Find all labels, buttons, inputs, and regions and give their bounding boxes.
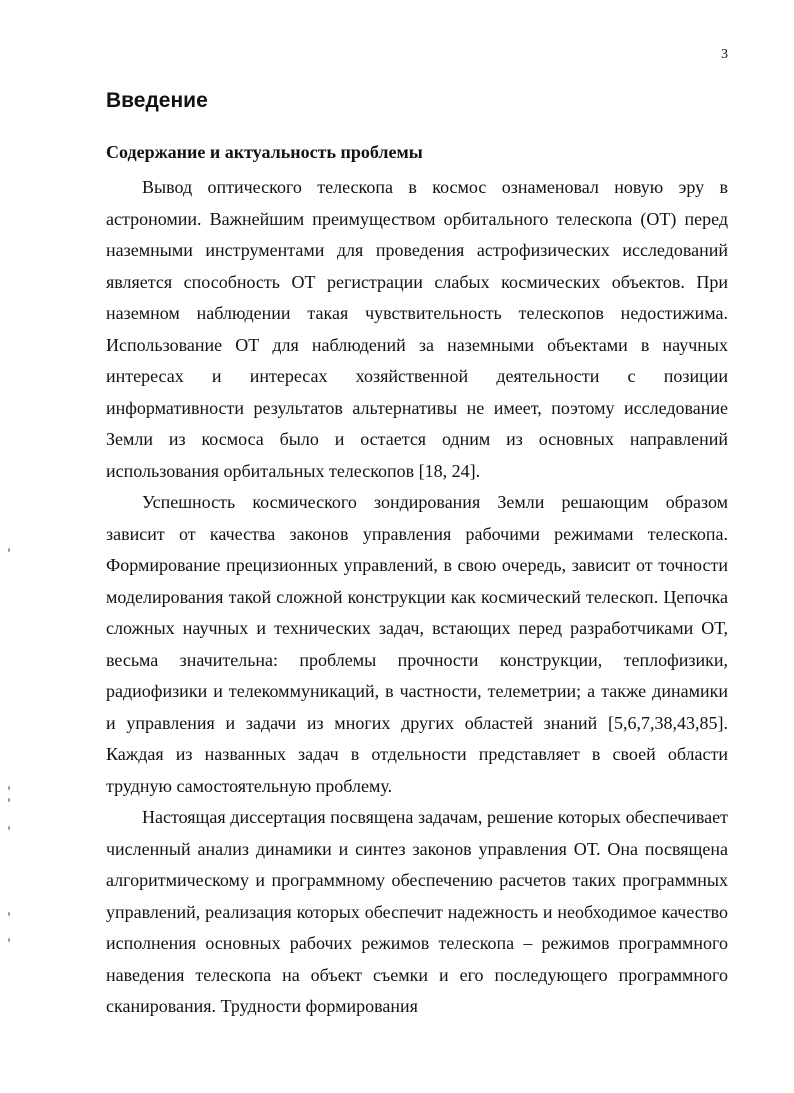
scan-speck bbox=[8, 786, 10, 790]
paragraph-2: Успешность космического зондирования Земли решающим образом зависит от качества законов управления рабочими режимами телескопа. Формирование прецизионных управлений, в свою очередь, зависит от точности моделирования такой сложной конструкции как космический телескоп. Цепочка сложных научных и технических задач, встающих перед разработчиками ОТ, весьма значительна: проблемы прочности конструкции, теплофизики, радиофизики и телекоммуникаций, в частности, телеметрии; а также динамики и управления и задачи из многих других областей знаний [5,6,7,38,43,85]. Каждая из названных задач в отдельности представляет в своей области трудную самостоятельную проблему. bbox=[106, 492, 728, 796]
paragraph-3: Настоящая диссертация посвящена задачам, решение которых обеспечивает численный анализ динамики и синтез законов управления ОТ. Она посвящена алгоритмическому и программному обеспечению расчетов таких программных управлений, реализация которых обеспечит надежность и необходимое качество исполнения основных рабочих режимов телескопа – режимов программного наведения телескопа на объект съемки и его последующего программного сканирования. Трудности формирования bbox=[106, 807, 728, 1016]
chapter-title: Введение bbox=[106, 89, 208, 112]
scan-speck bbox=[8, 938, 10, 942]
scan-speck bbox=[8, 912, 10, 916]
scan-speck bbox=[8, 548, 10, 552]
body-text bbox=[106, 172, 728, 1023]
scan-speck bbox=[8, 798, 10, 802]
page-number: 3 bbox=[721, 47, 728, 62]
paragraph-1: Вывод оптического телескопа в космос ознаменовал новую эру в астрономии. Важнейшим преимуществом орбитального телескопа (ОТ) перед наземными инструментами для проведения астрофизических исследований является способность ОТ регистрации слабых космических объектов. При наземном наблюдении такая чувствительность телескопов недостижима. Использование ОТ для наблюдений за наземными объектами в научных интересах и интересах хозяйственной деятельности с позиции информативности результатов альтернативы не имеет, поэтому исследование Земли из космоса было и остается одним из основных направлений использования орбитальных телескопов [18, 24]. bbox=[106, 177, 728, 481]
section-title: Содержание и актуальность проблемы bbox=[106, 142, 423, 162]
scan-speck bbox=[8, 826, 10, 830]
